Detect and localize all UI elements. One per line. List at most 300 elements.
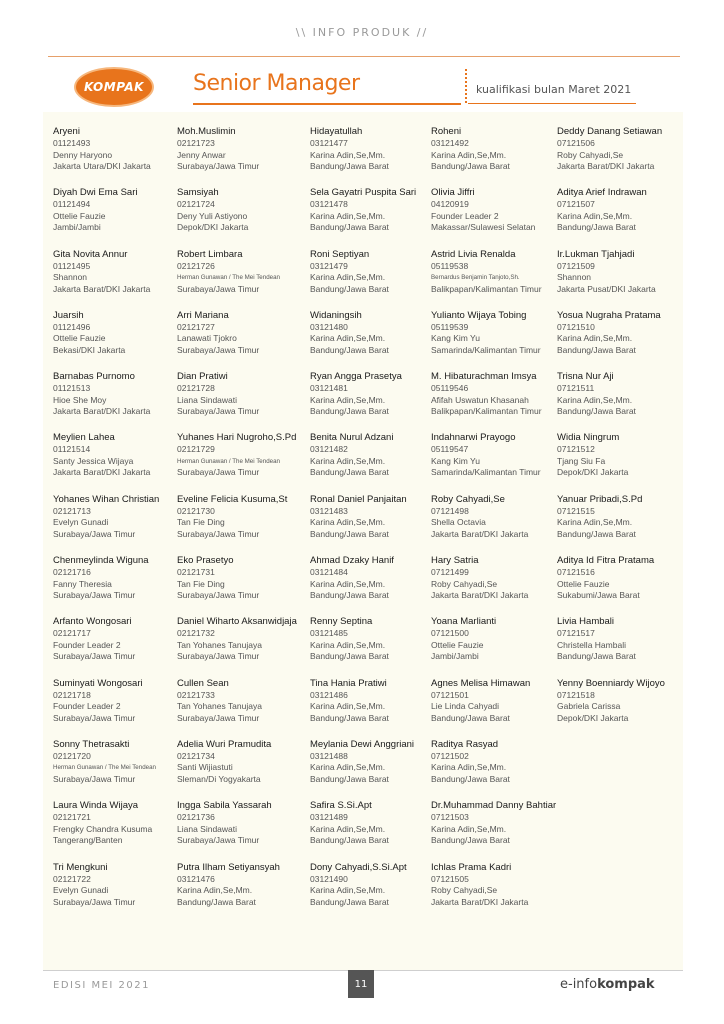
- member-entry: [53, 126, 183, 187]
- member-id: 02121727: [177, 321, 215, 332]
- member-city: Samarinda/Kalimantan Timur: [431, 467, 541, 478]
- member-entry: [53, 739, 183, 800]
- member-city: Bandung/Jawa Barat: [557, 344, 636, 355]
- member-sponsor: Karina Adin,Se,Mm.: [310, 455, 386, 466]
- member-city: Jakarta Barat/DKI Jakarta: [431, 590, 529, 601]
- member-entry: [431, 739, 561, 800]
- member-name: Yoana Marlianti: [431, 616, 497, 628]
- member-sponsor: Santi Wijiastuti: [177, 762, 233, 773]
- member-id: 02121722: [53, 873, 91, 884]
- member-city: Bandung/Jawa Barat: [431, 835, 510, 846]
- qualification-subtitle: kualifikasi bulan Maret 2021: [476, 83, 632, 96]
- member-entry: [53, 371, 183, 432]
- member-sponsor: Fanny Theresia: [53, 578, 112, 589]
- member-sponsor: Ottelie Fauzie: [431, 639, 484, 650]
- member-id: 03121482: [310, 444, 348, 455]
- member-name: Laura Winda Wijaya: [53, 800, 139, 812]
- member-id: 03121478: [310, 199, 348, 210]
- member-id: 03121479: [310, 260, 348, 271]
- member-id: 02121720: [53, 750, 91, 761]
- member-entry: [310, 800, 440, 861]
- member-entry: [310, 678, 440, 739]
- member-sponsor: Liana Sindawati: [177, 823, 238, 834]
- member-name: Yohanes Wihan Christian: [53, 493, 160, 505]
- member-id: 07121509: [557, 260, 595, 271]
- member-entry: [177, 555, 307, 616]
- member-id: 01121496: [53, 321, 91, 332]
- member-sponsor: Hioe She Moy: [53, 394, 107, 405]
- member-id: 02121716: [53, 567, 91, 578]
- member-sponsor: Lanawati Tjokro: [177, 333, 237, 344]
- member-city: Bandung/Jawa Barat: [557, 528, 636, 539]
- member-entry: [53, 862, 183, 923]
- member-entry: [310, 187, 440, 248]
- member-city: Jambi/Jambi: [53, 222, 101, 233]
- member-city: Bandung/Jawa Barat: [310, 712, 389, 723]
- member-sponsor: Karina Adin,Se,Mm.: [310, 333, 386, 344]
- member-name: Roni Septiyan: [310, 248, 370, 260]
- member-column: [557, 126, 687, 739]
- member-sponsor: Lie Linda Cahyadi: [431, 701, 500, 712]
- member-id: 07121503: [431, 812, 469, 823]
- member-sponsor: Karina Adin,Se,Mm.: [557, 394, 633, 405]
- member-id: 01121495: [53, 260, 91, 271]
- member-city: Sukabumi/Jawa Barat: [557, 590, 640, 601]
- kompak-logo: KOMPAK: [74, 67, 154, 107]
- member-sponsor: Karina Adin,Se,Mm.: [310, 823, 386, 834]
- member-entry: [310, 555, 440, 616]
- member-name: Gita Novita Annur: [53, 248, 128, 260]
- member-entry: [557, 126, 687, 187]
- member-entry: [557, 310, 687, 371]
- page-header: [48, 56, 680, 108]
- member-name: Agnes Melisa Himawan: [431, 677, 531, 689]
- member-id: 07121501: [431, 689, 469, 700]
- member-city: Jakarta Barat/DKI Jakarta: [53, 467, 151, 478]
- edition-label: EDISI MEI 2021: [53, 980, 150, 991]
- member-sponsor: Karina Adin,Se,Mm.: [310, 517, 386, 528]
- member-sponsor: Gabriela Carissa: [557, 701, 621, 712]
- section-label: \\ INFO PRODUK //: [295, 26, 429, 39]
- member-sponsor: Shannon: [53, 272, 88, 283]
- member-sponsor: Herman Gunawan / The Mei Tendean: [177, 274, 280, 282]
- member-sponsor: Karina Adin,Se,Mm.: [431, 762, 507, 773]
- member-name: Widaningsih: [310, 309, 362, 321]
- member-id: 03121480: [310, 321, 348, 332]
- member-name: Dian Pratiwi: [177, 371, 228, 383]
- member-name: Indahnarwi Prayogo: [431, 432, 516, 444]
- member-id: 02121732: [177, 628, 215, 639]
- member-id: 03121490: [310, 873, 348, 884]
- member-sponsor: Herman Gunawan / The Mei Tendean: [53, 764, 156, 772]
- member-city: Bandung/Jawa Barat: [557, 222, 636, 233]
- member-city: Depok/DKI Jakarta: [557, 467, 629, 478]
- member-sponsor: Roby Cahyadi,Se: [431, 885, 498, 896]
- member-city: Bandung/Jawa Barat: [310, 835, 389, 846]
- member-id: 07121516: [557, 567, 595, 578]
- member-city: Tangerang/Banten: [53, 835, 123, 846]
- member-sponsor: Shannon: [557, 272, 592, 283]
- member-city: Jakarta Barat/DKI Jakarta: [53, 283, 151, 294]
- member-id: 03121484: [310, 567, 348, 578]
- member-name: Ir.Lukman Tjahjadi: [557, 248, 635, 260]
- member-sponsor: Karina Adin,Se,Mm.: [431, 823, 507, 834]
- member-city: Surabaya/Jawa Timur: [53, 712, 136, 723]
- member-entry: [557, 555, 687, 616]
- member-entry: [310, 616, 440, 677]
- member-name: Benita Nurul Adzani: [310, 432, 394, 444]
- member-entry: [557, 494, 687, 555]
- member-id: 02121730: [177, 505, 215, 516]
- member-name: Samsiyah: [177, 187, 219, 199]
- member-name: Hidayatullah: [310, 126, 363, 137]
- member-sponsor: Karina Adin,Se,Mm.: [557, 210, 633, 221]
- member-sponsor: Karina Adin,Se,Mm.: [310, 701, 386, 712]
- member-id: 03121481: [310, 383, 348, 394]
- member-name: Deddy Danang Setiawan: [557, 126, 663, 137]
- member-name: Roby Cahyadi,Se: [431, 493, 505, 505]
- member-entry: [53, 310, 183, 371]
- member-sponsor: Karina Adin,Se,Mm.: [310, 149, 386, 160]
- member-id: 07121498: [431, 505, 469, 516]
- member-city: Bandung/Jawa Barat: [310, 467, 389, 478]
- brand-bold: kompak: [597, 977, 655, 992]
- member-id: 02121734: [177, 750, 215, 761]
- member-name: Trisna Nur Aji: [557, 371, 614, 383]
- member-sponsor: Kang Kim Yu: [431, 333, 480, 344]
- member-id: 07121502: [431, 750, 469, 761]
- member-sponsor: Tan Fie Ding: [177, 578, 225, 589]
- member-entry: [177, 800, 307, 861]
- member-id: 02121718: [53, 689, 91, 700]
- member-id: 02121713: [53, 505, 91, 516]
- member-list-panel: [43, 112, 683, 970]
- member-city: Surabaya/Jawa Timur: [177, 651, 260, 662]
- member-city: Depok/DKI Jakarta: [177, 222, 249, 233]
- member-sponsor: Roby Cahyadi,Se: [557, 149, 624, 160]
- member-sponsor: Tan Yohanes Tanujaya: [177, 639, 262, 650]
- member-id: 02121721: [53, 812, 91, 823]
- member-entry: [310, 371, 440, 432]
- member-city: Bandung/Jawa Barat: [310, 222, 389, 233]
- member-entry: [177, 494, 307, 555]
- member-id: 07121499: [431, 567, 469, 578]
- member-city: Jakarta Barat/DKI Jakarta: [431, 528, 529, 539]
- member-city: Samarinda/Kalimantan Timur: [431, 344, 541, 355]
- member-name: Dr.Muhammad Danny Bahtiar: [431, 800, 557, 812]
- member-id: 01121513: [53, 383, 91, 394]
- member-name: Yulianto Wijaya Tobing: [431, 309, 527, 321]
- member-id: 07121506: [557, 138, 595, 148]
- member-entry: [557, 371, 687, 432]
- member-city: Bandung/Jawa Barat: [431, 161, 510, 171]
- member-city: Jakarta Barat/DKI Jakarta: [557, 161, 655, 171]
- member-id: 03121489: [310, 812, 348, 823]
- member-name: Aryeni: [53, 126, 80, 137]
- member-id: 03121492: [431, 138, 469, 148]
- member-name: Eveline Felicia Kusuma,St: [177, 493, 288, 505]
- member-name: Dony Cahyadi,S.Si.Apt: [310, 861, 407, 873]
- member-entry: [557, 249, 687, 310]
- member-city: Bandung/Jawa Barat: [177, 896, 256, 907]
- member-city: Bandung/Jawa Barat: [557, 406, 636, 417]
- member-name: Ichlas Prama Kadri: [431, 861, 512, 873]
- member-id: 03121486: [310, 689, 348, 700]
- member-entry: [53, 187, 183, 248]
- member-sponsor: Tan Yohanes Tanujaya: [177, 701, 262, 712]
- member-city: Bandung/Jawa Barat: [310, 283, 389, 294]
- member-sponsor: Karina Adin,Se,Mm.: [310, 272, 386, 283]
- member-id: 05119538: [431, 260, 469, 271]
- member-sponsor: Founder Leader 2: [431, 210, 499, 221]
- member-sponsor: Christella Hambali: [557, 639, 626, 650]
- member-entry: [310, 739, 440, 800]
- member-city: Surabaya/Jawa Timur: [53, 651, 136, 662]
- member-entry: [177, 616, 307, 677]
- member-entry: [177, 249, 307, 310]
- member-name: Tina Hania Pratiwi: [310, 677, 387, 689]
- member-city: Bandung/Jawa Barat: [310, 161, 389, 171]
- member-entry: [310, 494, 440, 555]
- member-name: Aditya Arief Indrawan: [557, 187, 647, 199]
- member-sponsor: Karina Adin,Se,Mm.: [310, 578, 386, 589]
- member-entry: [431, 616, 561, 677]
- member-entry: [431, 432, 561, 493]
- member-name: Yenny Boenniardy Wijoyo: [557, 677, 665, 689]
- member-sponsor: Karina Adin,Se,Mm.: [310, 394, 386, 405]
- member-name: Ingga Sabila Yassarah: [177, 800, 272, 812]
- member-entry: [310, 126, 440, 187]
- member-name: Adelia Wuri Pramudita: [177, 738, 272, 750]
- member-city: Bandung/Jawa Barat: [310, 773, 389, 784]
- member-id: 03121488: [310, 750, 348, 761]
- member-sponsor: Bernardus Benjamin Tanjoto,Sh.: [431, 274, 520, 282]
- member-city: Jakarta Utara/DKI Jakarta: [53, 161, 151, 171]
- member-id: 02121717: [53, 628, 91, 639]
- member-entry: [431, 126, 561, 187]
- member-sponsor: Karina Adin,Se,Mm.: [310, 639, 386, 650]
- page-number: 11: [348, 970, 374, 998]
- member-id: 02121731: [177, 567, 215, 578]
- member-name: Ryan Angga Prasetya: [310, 371, 402, 383]
- member-name: Daniel Wiharto Aksanwidjaja: [177, 616, 297, 628]
- member-entry: [177, 862, 307, 923]
- member-entry: [177, 739, 307, 800]
- member-entry: [557, 432, 687, 493]
- member-name: Arfanto Wongosari: [53, 616, 132, 628]
- member-id: 02121736: [177, 812, 215, 823]
- member-sponsor: Herman Gunawan / The Mei Tendean: [177, 457, 280, 465]
- member-sponsor: Karina Adin,Se,Mm.: [177, 885, 253, 896]
- member-city: Surabaya/Jawa Timur: [53, 773, 136, 784]
- member-name: Renny Septina: [310, 616, 373, 628]
- member-city: Surabaya/Jawa Timur: [177, 467, 260, 478]
- member-name: Tri Mengkuni: [53, 861, 108, 873]
- member-entry: [431, 249, 561, 310]
- member-sponsor: Karina Adin,Se,Mm.: [431, 149, 507, 160]
- member-name: Meylania Dewi Anggriani: [310, 738, 415, 750]
- member-entry: [557, 187, 687, 248]
- member-city: Bandung/Jawa Barat: [431, 773, 510, 784]
- member-sponsor: Founder Leader 2: [53, 701, 121, 712]
- member-sponsor: Founder Leader 2: [53, 639, 121, 650]
- member-city: Bandung/Jawa Barat: [310, 590, 389, 601]
- member-city: Surabaya/Jawa Timur: [53, 590, 136, 601]
- member-id: 05119539: [431, 321, 469, 332]
- member-id: 07121515: [557, 505, 595, 516]
- member-city: Bandung/Jawa Barat: [557, 651, 636, 662]
- member-id: 02121728: [177, 383, 215, 394]
- member-entry: [53, 249, 183, 310]
- member-column: [177, 126, 307, 923]
- member-entry: [53, 432, 183, 493]
- member-name: Hary Satria: [431, 555, 479, 567]
- page-title: Senior Manager: [193, 71, 360, 96]
- member-name: Livia Hambali: [557, 616, 615, 628]
- member-id: 03121477: [310, 138, 348, 148]
- member-name: Astrid Livia Renalda: [431, 248, 516, 260]
- member-name: M. Hibaturachman Imsya: [431, 371, 537, 383]
- member-city: Bandung/Jawa Barat: [310, 344, 389, 355]
- member-name: Yanuar Pribadi,S.Pd: [557, 493, 643, 505]
- member-city: Sleman/Di Yogyakarta: [177, 773, 261, 784]
- member-sponsor: Santy Jessica Wijaya: [53, 455, 134, 466]
- member-entry: [310, 432, 440, 493]
- member-id: 03121476: [177, 873, 215, 884]
- member-entry: [431, 494, 561, 555]
- member-sponsor: Deny Yuli Astiyono: [177, 210, 248, 221]
- member-city: Makassar/Sulawesi Selatan: [431, 222, 536, 233]
- member-city: Bandung/Jawa Barat: [310, 528, 389, 539]
- member-sponsor: Jenny Anwar: [177, 149, 226, 160]
- member-name: Yosua Nugraha Pratama: [557, 309, 661, 321]
- member-id: 02121724: [177, 199, 215, 210]
- member-id: 03121485: [310, 628, 348, 639]
- member-name: Aditya Id Fitra Pratama: [557, 555, 655, 567]
- member-name: Robert Limbara: [177, 248, 243, 260]
- member-sponsor: Denny Haryono: [53, 149, 113, 160]
- member-id: 07121511: [557, 383, 595, 394]
- member-sponsor: Tjang Siu Fa: [557, 455, 606, 466]
- member-name: Chenmeylinda Wiguna: [53, 555, 149, 567]
- member-id: 07121510: [557, 321, 595, 332]
- member-sponsor: Karina Adin,Se,Mm.: [310, 762, 386, 773]
- brand-prefix: e-info: [560, 977, 598, 992]
- member-city: Jakarta Barat/DKI Jakarta: [431, 896, 529, 907]
- member-entry: [310, 249, 440, 310]
- member-name: Raditya Rasyad: [431, 738, 499, 750]
- member-city: Bandung/Jawa Barat: [310, 896, 389, 907]
- member-entry: [177, 310, 307, 371]
- member-city: Surabaya/Jawa Timur: [53, 896, 136, 907]
- member-sponsor: Ottelie Fauzie: [557, 578, 610, 589]
- member-city: Jakarta Barat/DKI Jakarta: [53, 406, 151, 417]
- member-id: 07121505: [431, 873, 469, 884]
- member-city: Bandung/Jawa Barat: [310, 651, 389, 662]
- member-name: Yuhanes Hari Nugroho,S.Pd: [177, 432, 297, 444]
- member-entry: [431, 800, 561, 861]
- member-name: Putra Ilham Setiyansyah: [177, 861, 280, 873]
- member-id: 01121493: [53, 138, 91, 148]
- member-name: Meylien Lahea: [53, 432, 115, 444]
- subtitle-underline: [468, 103, 636, 104]
- brand-wordmark: [560, 977, 655, 992]
- member-entry: [177, 371, 307, 432]
- member-id: 02121729: [177, 444, 215, 455]
- member-entry: [177, 678, 307, 739]
- member-name: Sonny Thetrasakti: [53, 738, 130, 750]
- member-id: 07121500: [431, 628, 469, 639]
- member-entry: [53, 555, 183, 616]
- member-id: 02121726: [177, 260, 215, 271]
- member-entry: [177, 187, 307, 248]
- member-sponsor: Karina Adin,Se,Mm.: [310, 885, 386, 896]
- member-entry: [431, 862, 561, 923]
- member-city: Bandung/Jawa Barat: [431, 712, 510, 723]
- member-name: Juarsih: [53, 309, 84, 321]
- member-entry: [431, 555, 561, 616]
- member-id: 03121483: [310, 505, 348, 516]
- member-city: Surabaya/Jawa Timur: [177, 161, 260, 171]
- member-name: Arri Mariana: [177, 309, 229, 321]
- member-city: Bekasi/DKI Jakarta: [53, 344, 126, 355]
- member-sponsor: Shella Octavia: [431, 517, 486, 528]
- member-entry: [53, 678, 183, 739]
- member-name: Eko Prasetyo: [177, 555, 234, 567]
- member-entry: [431, 310, 561, 371]
- member-name: Barnabas Purnomo: [53, 371, 135, 383]
- member-entry: [53, 800, 183, 861]
- member-name: Suminyati Wongosari: [53, 677, 143, 689]
- member-id: 07121517: [557, 628, 595, 639]
- member-entry: [53, 616, 183, 677]
- member-sponsor: Karina Adin,Se,Mm.: [557, 333, 633, 344]
- member-sponsor: Evelyn Gunadi: [53, 885, 109, 896]
- member-sponsor: Kang Kim Yu: [431, 455, 480, 466]
- member-city: Surabaya/Jawa Timur: [177, 528, 260, 539]
- member-sponsor: Roby Cahyadi,Se: [431, 578, 498, 589]
- member-id: 07121518: [557, 689, 595, 700]
- member-sponsor: Ottelie Fauzie: [53, 333, 106, 344]
- member-city: Surabaya/Jawa Timur: [177, 406, 260, 417]
- member-sponsor: Evelyn Gunadi: [53, 517, 109, 528]
- member-id: 01121494: [53, 199, 91, 210]
- member-name: Sela Gayatri Puspita Sari: [310, 187, 417, 199]
- member-city: Surabaya/Jawa Timur: [177, 283, 260, 294]
- member-city: Balikpapan/Kalimantan Timur: [431, 406, 542, 417]
- member-id: 01121514: [53, 444, 91, 455]
- member-city: Depok/DKI Jakarta: [557, 712, 629, 723]
- member-city: Surabaya/Jawa Timur: [177, 712, 260, 723]
- member-sponsor: Liana Sindawati: [177, 394, 238, 405]
- member-city: Balikpapan/Kalimantan Timur: [431, 283, 542, 294]
- member-city: Jakarta Pusat/DKI Jakarta: [557, 283, 656, 294]
- member-sponsor: Tan Fie Ding: [177, 517, 225, 528]
- member-name: Cullen Sean: [177, 677, 229, 689]
- member-city: Surabaya/Jawa Timur: [177, 590, 260, 601]
- member-city: Surabaya/Jawa Timur: [177, 835, 260, 846]
- member-name: Diyah Dwi Ema Sari: [53, 187, 138, 199]
- member-city: Bandung/Jawa Barat: [310, 406, 389, 417]
- member-entry: [177, 126, 307, 187]
- member-id: 07121512: [557, 444, 595, 455]
- dotted-divider: [465, 69, 467, 103]
- member-entry: [310, 862, 440, 923]
- member-entry: [177, 432, 307, 493]
- member-entry: [310, 310, 440, 371]
- member-sponsor: Afifah Uswatun Khasanah: [431, 394, 529, 405]
- member-name: Moh.Muslimin: [177, 126, 236, 137]
